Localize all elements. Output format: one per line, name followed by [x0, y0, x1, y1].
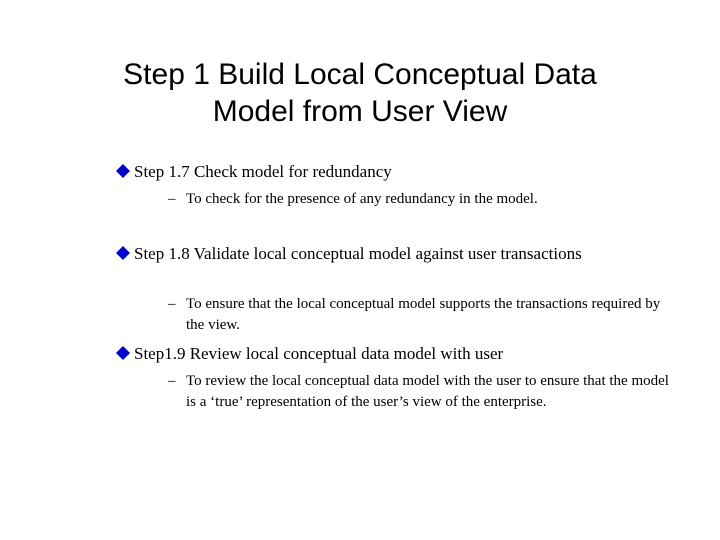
slide-title	[60, 56, 660, 130]
step-1-8-heading: Step 1.8 Validate local conceptual model against user transactions	[134, 244, 582, 263]
step-1-7-heading: Step 1.7 Check model for redundancy	[134, 162, 392, 181]
step-1-8-detail-item	[168, 294, 676, 336]
dash-bullet-icon: –	[168, 191, 176, 207]
dash-bullet-icon: –	[168, 296, 176, 312]
step-1-7-detail: To check for the presence of any redundancy in the model.	[186, 191, 538, 207]
step-1-9-detail-item	[168, 371, 676, 413]
diamond-bullet-icon	[116, 346, 130, 360]
step-1-7-item	[116, 161, 654, 183]
diamond-bullet-icon	[116, 246, 130, 260]
title-line-1: Step 1 Build Local Conceptual Data	[123, 58, 597, 91]
step-1-7-detail-item	[168, 189, 676, 210]
dash-bullet-icon: –	[168, 373, 176, 389]
step-1-8-detail: To ensure that the local conceptual model supports the transactions required by the view.	[186, 296, 661, 333]
step-1-9-detail: To review the local conceptual data model with the user to ensure that the model is a ‘true’ representation of the user’s view of the enterprise.	[186, 373, 669, 410]
step-1-9-item	[116, 343, 654, 365]
step-1-9-heading: Step1.9 Review local conceptual data model with user	[134, 344, 504, 363]
step-1-8-item	[116, 243, 654, 265]
diamond-bullet-icon	[116, 164, 130, 178]
title-line-2: Model from User View	[212, 95, 508, 128]
